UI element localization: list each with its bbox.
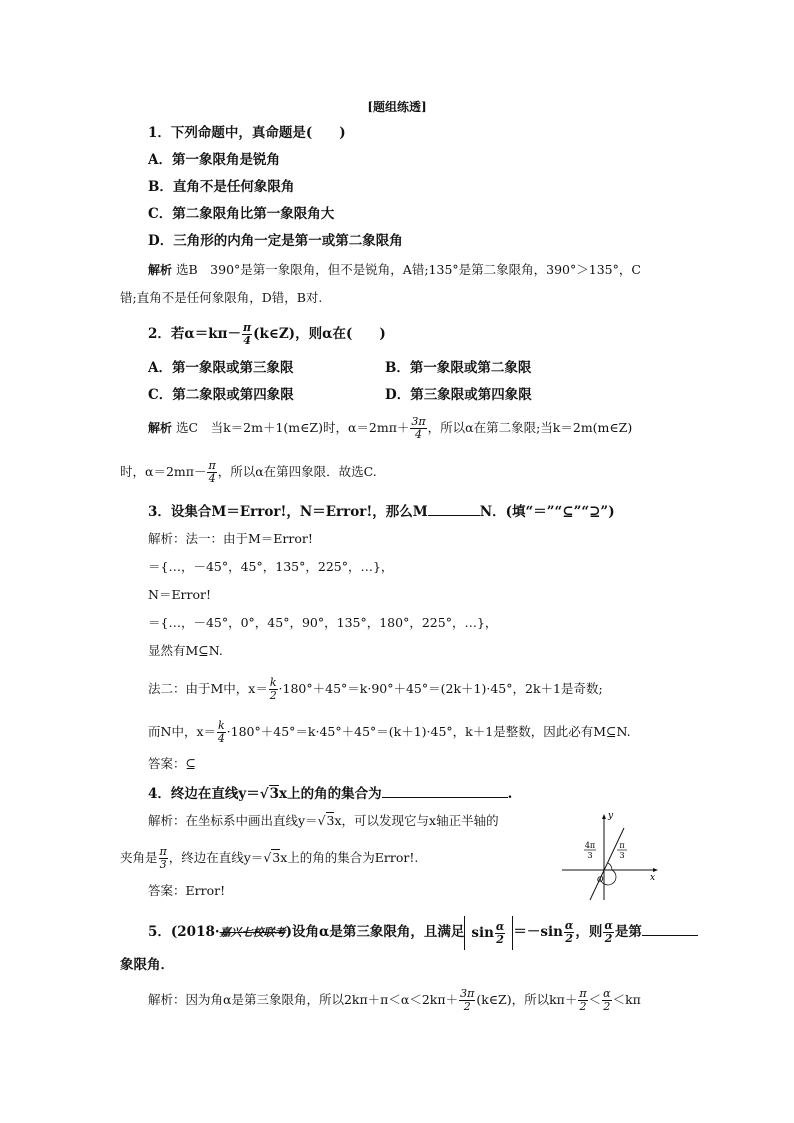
q2-option-a: A．第一象限或第三象限	[148, 360, 294, 376]
q4-l2-frac-den: 3	[159, 858, 167, 871]
q1-option-c: C．第二象限角比第一象限角大	[148, 206, 335, 222]
q3-solution-line7	[148, 720, 631, 745]
q2-sol-frac-num: 3π	[411, 415, 426, 428]
angle-label-pi-num: π	[619, 841, 625, 850]
q2-stem-frac-num: π	[243, 321, 252, 334]
q2-option-b: B．第一象限或第二象限	[385, 360, 532, 376]
q3-l6-text-a: 法二：由于M中，x＝	[148, 681, 268, 696]
q2-solution2-fraction	[207, 460, 216, 485]
q2-option-d: D．第三象限或第四象限	[385, 387, 532, 403]
q4-l1-text-b: x，可以发现它与x轴正半轴的	[334, 813, 499, 828]
q4-coordinate-figure	[562, 810, 664, 902]
q5-abs-expression	[464, 916, 513, 950]
x-axis-arrow	[653, 868, 658, 872]
q1-solution-line2: 错;直角不是任何象限角，D错，B对.	[120, 290, 323, 305]
q5-eq-frac-num: α	[564, 919, 574, 932]
q2-stem-frac-den: 4	[243, 334, 251, 347]
q5-sol-frac3-den: 2	[603, 1000, 611, 1013]
q3-l6-fraction	[269, 677, 278, 702]
q5-solution-line1	[148, 988, 641, 1013]
q4-answer-blank[interactable]	[382, 785, 508, 798]
q5-sol-frac1-num: 3π	[460, 987, 475, 1000]
q5-abs-fraction	[495, 921, 505, 946]
q1-option-b: B．直角不是任何象限角	[148, 179, 295, 195]
q2-solution2-text-b: ，所以α在第四象限．故选C.	[217, 464, 377, 479]
q2-sol2-frac-den: 4	[208, 472, 216, 485]
q5-sol-fraction3	[602, 988, 611, 1013]
q5-stem-pre: 5．(2018·	[148, 924, 220, 940]
q2-solution2-text-a: 时，α＝2mπ－	[120, 464, 207, 479]
q4-l1-text-a: 解析：在坐标系中画出直线y＝	[148, 813, 318, 828]
q3-stem	[148, 503, 615, 521]
q5-sol-frac2-den: 2	[579, 1000, 587, 1013]
angle-label-pi-den: 3	[619, 851, 625, 860]
q4-l2-sqrt: 3	[272, 850, 281, 865]
q3-l6-frac-den: 2	[269, 689, 277, 702]
q1-stem: 1．下列命题中，真命题是( )	[148, 125, 346, 141]
q3-stem-text-b: N．(填“＝”“⊆”“⊇”)	[479, 504, 615, 520]
q5-eq-frac-den: 2	[565, 932, 573, 945]
q2-solution-line2	[120, 460, 377, 485]
y-axis-label: y	[608, 811, 614, 821]
q2-solution-text-a: 选C 当k＝2m＋1(m∈Z)时，α＝2mπ＋	[176, 420, 410, 435]
q2-solution-text-b: ，所以α在第二象限;当k＝2m(m∈Z)	[427, 420, 633, 435]
q5-sol-text-a: 解析：因为角α是第三象限角，所以2kπ＋π＜α＜2kπ＋	[148, 992, 459, 1007]
q5-abs-frac-den: 2	[496, 932, 504, 946]
q5-eq: ＝－sin	[513, 924, 563, 940]
q2-stem-text-a: 2．若α＝kπ－	[148, 326, 242, 342]
angle-label-4pi-den: 3	[587, 851, 593, 860]
q3-l6-text-b: ·180°＋45°＝k·90°＋45°＝(2k＋1)·45°，2k＋1是奇数;	[278, 681, 603, 696]
q4-stem-sqrt: 3	[269, 786, 280, 802]
q3-solution-line4: ＝{…，－45°，0°，45°，90°，135°，180°，225°，…}，	[148, 615, 498, 630]
q3-l7-text-a: 而N中，x＝	[148, 724, 216, 739]
q3-solution-line2: ＝{…，－45°，45°，135°，225°，…}，	[148, 559, 394, 574]
q4-l2-text-a: 夹角是	[120, 850, 158, 865]
q5-sol-fraction1	[459, 988, 475, 1013]
y-axis-arrow	[602, 814, 606, 819]
q5-stem-line2: 象限角．	[120, 957, 174, 973]
q5-then: ，则	[575, 924, 603, 940]
q2-sol2-frac-num: π	[208, 459, 216, 472]
q2-solution-fraction	[410, 416, 426, 441]
q2-sol-frac-den: 4	[415, 428, 423, 441]
q2-solution-label: 解析	[148, 421, 173, 435]
q3-l7-frac-num: k	[218, 719, 225, 732]
section-title: [题组练透]	[367, 100, 427, 114]
q4-stem-text-a: 4．终边在直线y＝	[148, 786, 260, 802]
x-axis-label: x	[650, 873, 656, 883]
q5-then-frac-den: 2	[604, 932, 613, 945]
q3-answer-blank[interactable]	[428, 503, 480, 516]
angle-label-4pi-num: 4π	[584, 841, 596, 850]
q1-option-d: D．三角形的内角一定是第一或第二象限角	[148, 233, 403, 249]
q1-solution-line1	[148, 261, 641, 279]
q5-answer-blank[interactable]	[642, 923, 698, 936]
q1-solution-text: 选B 390°是第一象限角，但不是锐角，A错;135°是第二象限角，390°＞135°，C	[176, 262, 641, 277]
q5-source: 嘉兴七校联考	[219, 926, 286, 939]
q5-stem	[148, 914, 698, 951]
q5-sol-text-d: ＜kπ	[612, 992, 641, 1007]
q1-option-a: A．第一象限角是锐角	[148, 152, 280, 168]
q4-l2-text-b: ，终边在直线y＝	[168, 850, 264, 865]
q3-solution-line5: 显然有M⊆N.	[148, 643, 223, 658]
q4-l1-sqrt: 3	[326, 813, 335, 828]
q4-solution-line2: 夹角是 $\frac{\pi}{3}$ ，终边在直线y＝√3x上的角的集合为Error!.	[120, 845, 419, 871]
q1-solution-label: 解析	[148, 263, 173, 277]
q5-then-fraction	[603, 920, 613, 945]
q3-solution-line3: N＝Error!	[148, 587, 212, 602]
q4-answer: 答案：Error!	[148, 883, 226, 898]
q4-stem-text-b: x上的角的集合为	[279, 786, 382, 802]
origin-label: O	[597, 875, 604, 884]
q3-l7-text-b: ·180°＋45°＝k·45°＋45°＝(k＋1)·45°，k＋1是整数，因此必有M⊆N.	[226, 724, 631, 739]
line-y-sqrt3x	[590, 828, 624, 900]
q4-stem: 4．终边在直线y＝√3x上的角的集合为 .	[148, 786, 513, 802]
q4-l2-fraction	[159, 846, 168, 871]
q3-l7-frac-den: 4	[217, 732, 225, 745]
q3-answer: 答案：⊆	[148, 756, 196, 771]
q5-sol-text-c: ＜	[588, 992, 602, 1007]
q4-l2-frac-num: π	[159, 845, 167, 858]
q5-sol-frac1-den: 2	[463, 1000, 471, 1013]
q5-then-frac-num: α	[604, 919, 613, 932]
q2-stem	[148, 322, 386, 347]
q5-abs-fn: sin	[471, 924, 494, 941]
q3-solution-line1: 解析：法一：由于M＝Error!	[148, 531, 313, 546]
q5-stem-post: )设角α是第三象限角，且满足	[285, 924, 465, 940]
q2-stem-fraction	[242, 322, 252, 347]
q5-sol-text-b: (k∈Z)，所以kπ＋	[476, 992, 578, 1007]
q3-solution-line6	[148, 677, 603, 702]
q5-abs-frac-num: α	[495, 919, 505, 933]
q5-tail: 是第	[614, 924, 642, 940]
q2-option-c: C．第二象限或第四象限	[148, 387, 294, 403]
q3-l6-frac-num: k	[269, 676, 277, 689]
q4-l2-text-c: x上的角的集合为Error!.	[280, 850, 419, 865]
q5-eq-fraction	[564, 920, 574, 945]
q4-solution-line1: 解析：在坐标系中画出直线y＝√3x，可以发现它与x轴正半轴的	[148, 813, 499, 828]
q5-sol-frac3-num: α	[603, 987, 611, 1000]
q4-stem-end: .	[507, 786, 513, 802]
angle-arc-pi-3	[608, 863, 612, 870]
q5-sol-frac2-num: π	[579, 987, 587, 1000]
q2-solution-line1	[148, 416, 632, 441]
q3-l7-fraction	[217, 720, 226, 745]
q5-sol-fraction2	[578, 988, 587, 1013]
q2-stem-text-b: (k∈Z)，则α在( )	[253, 326, 386, 342]
q3-stem-text-a: 3．设集合M＝Error!，N＝Error!，那么M	[148, 504, 428, 520]
